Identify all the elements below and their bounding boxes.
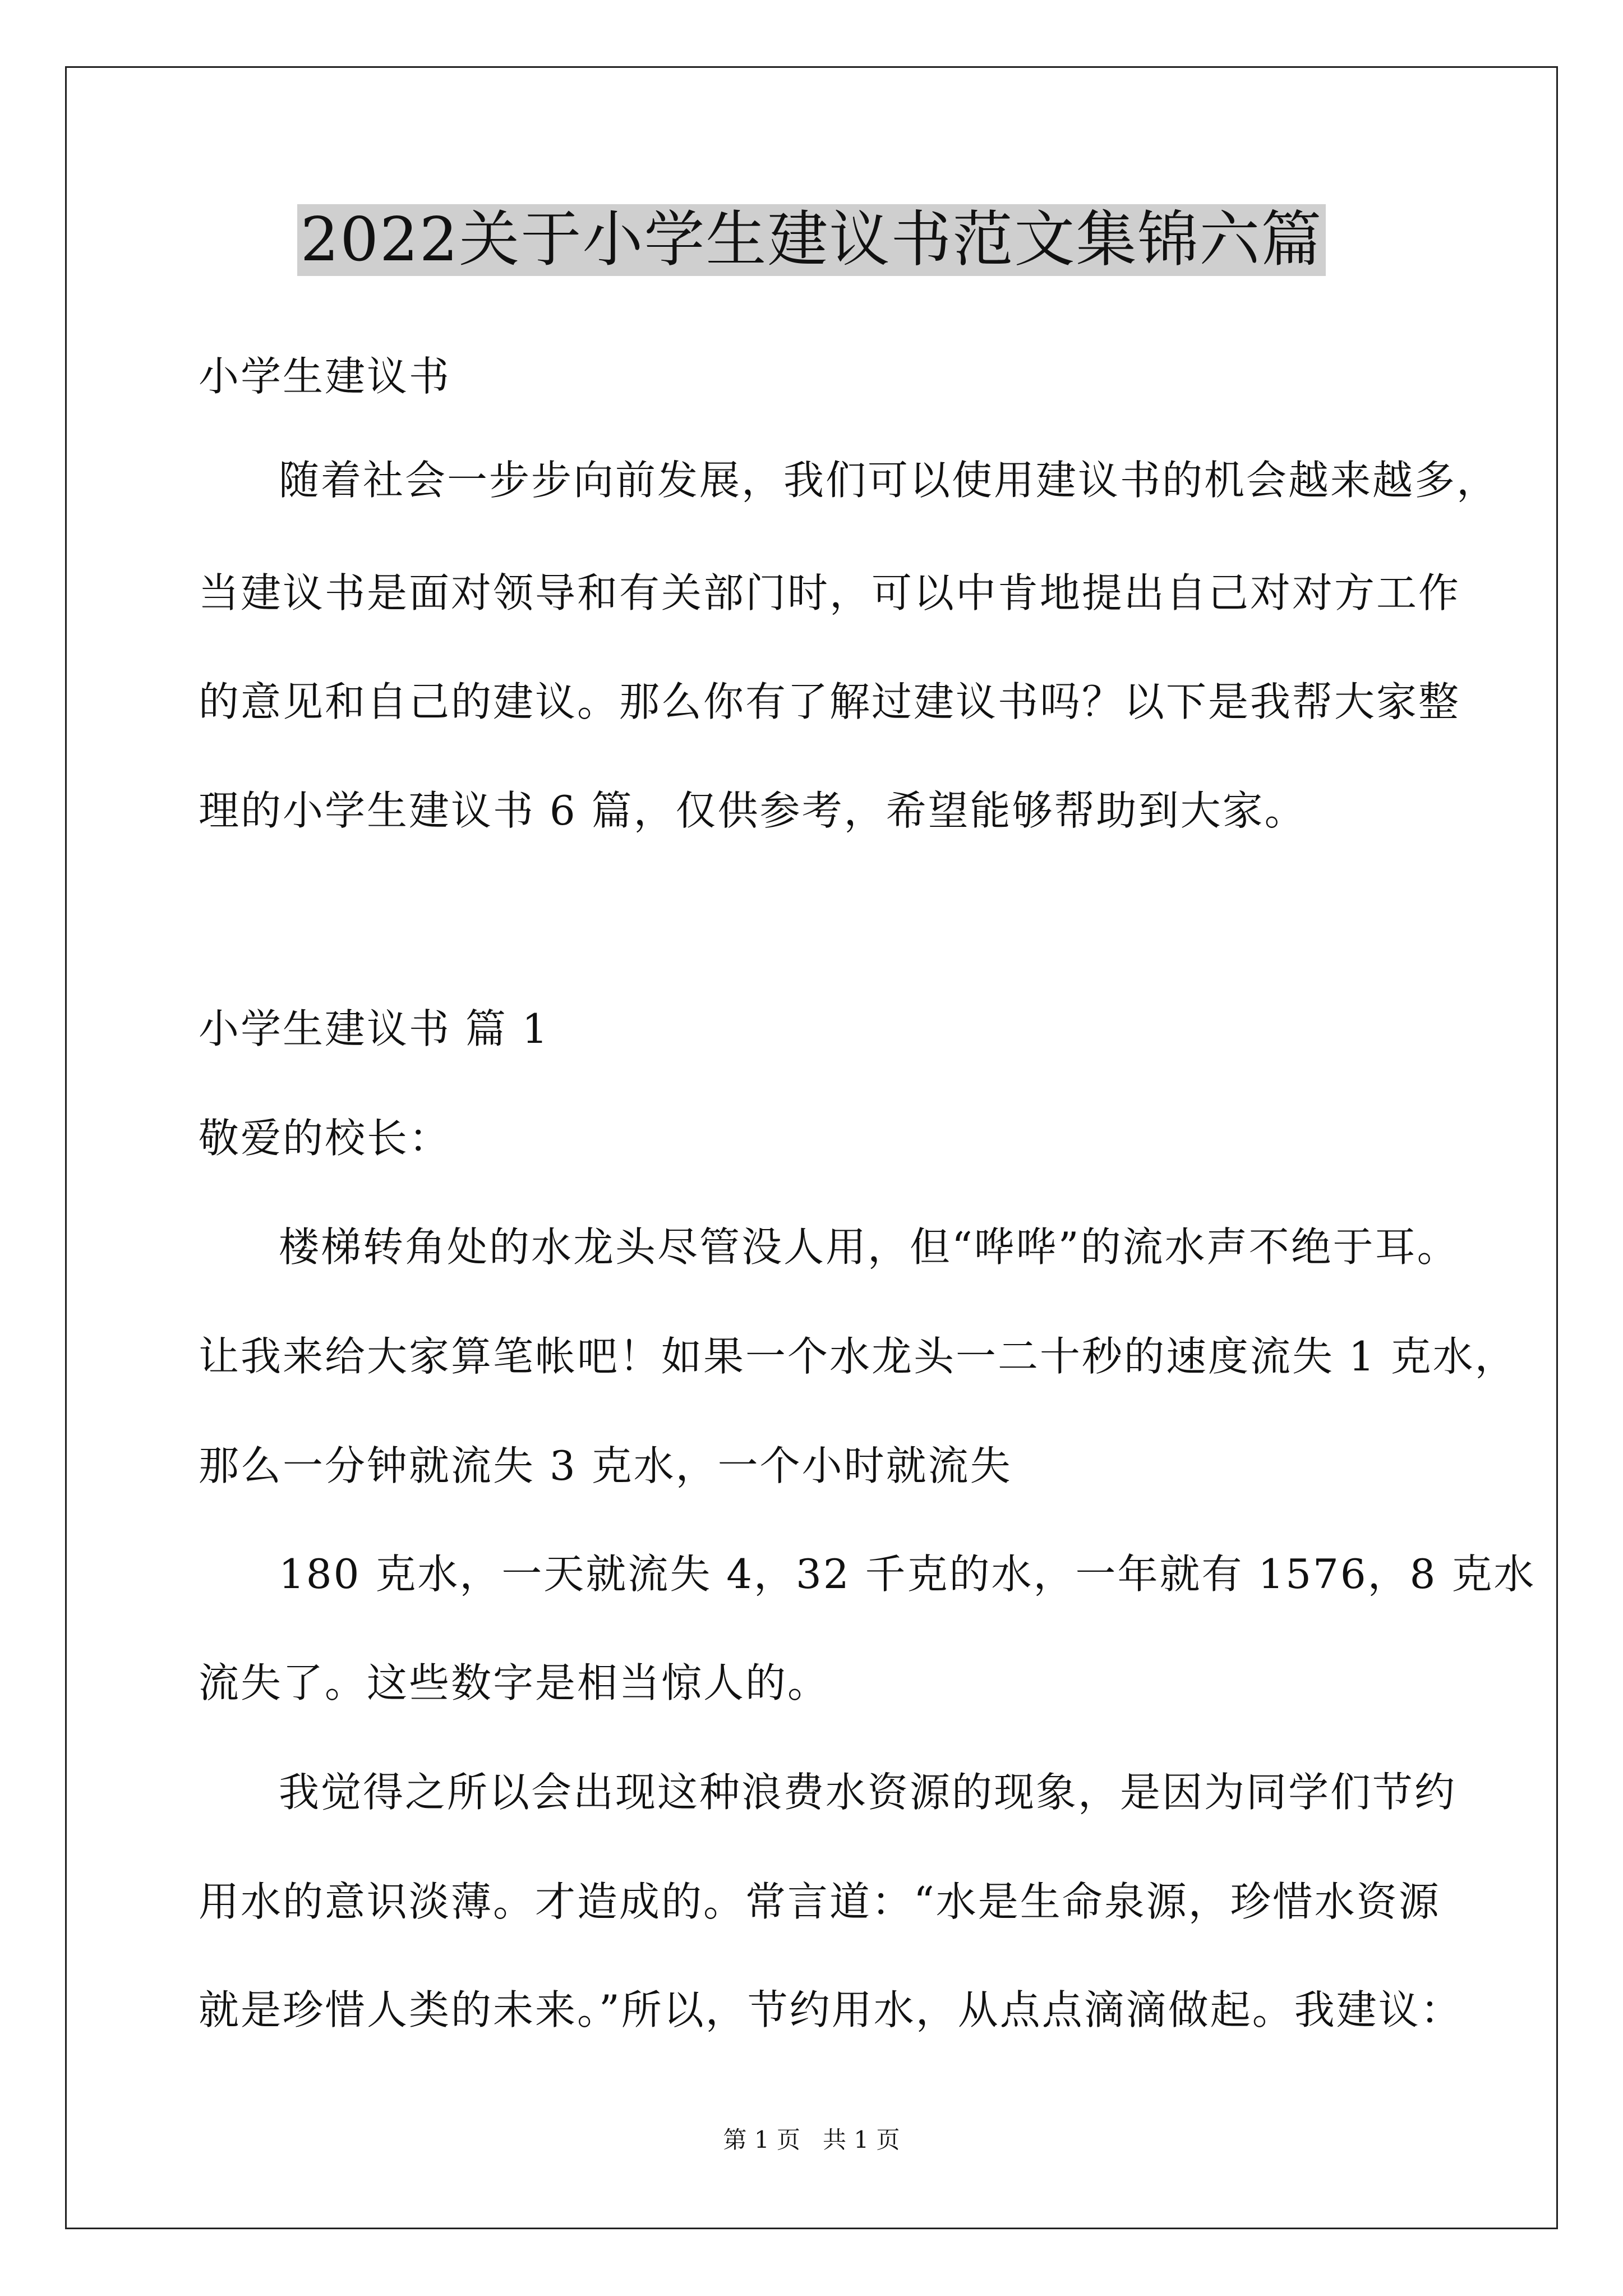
body-line: 180 克水，一天就流失 4，32 千克的水，一年就有 1576，8 克水 (279, 1550, 1536, 1598)
body-line: 用水的意识淡薄。才造成的。常言道：“水是生命泉源，珍惜水资源 (199, 1878, 1441, 1925)
page-footer: 第 1 页 共 1 页 (723, 2126, 900, 2154)
section-heading: 小学生建议书 篇 1 (199, 1005, 550, 1052)
intro-line: 当建议书是面对领导和有关部门时，可以中肯地提出自己对对方工作 (199, 569, 1461, 616)
intro-heading: 小学生建议书 (199, 353, 451, 400)
body-line: 那么一分钟就流失 3 克水，一个小时就流失 (199, 1442, 1012, 1489)
body-line: 我觉得之所以会出现这种浪费水资源的现象，是因为同学们节约 (279, 1769, 1457, 1816)
body-line: 楼梯转角处的水龙头尽管没人用，但“哗哗”的流水声不绝于耳。 (279, 1223, 1459, 1271)
body-line: 流失了。这些数字是相当惊人的。 (199, 1659, 830, 1706)
salutation: 敬爱的校长： (199, 1115, 451, 1162)
body-line: 让我来给大家算笔帐吧！如果一个水龙头一二十秒的速度流失 1 克水， (199, 1333, 1517, 1380)
intro-line: 的意见和自己的建议。那么你有了解过建议书吗？以下是我帮大家整 (199, 678, 1461, 725)
body-line: 就是珍惜人类的未来。”所以，节约用水，从点点滴滴做起。我建议： (199, 1986, 1463, 2033)
title-container (0, 204, 1623, 276)
intro-line: 随着社会一步步向前发展，我们可以使用建议书的机会越来越多， (279, 457, 1499, 504)
document-title: 2022关于小学生建议书范文集锦六篇 (297, 204, 1326, 276)
intro-line: 理的小学生建议书 6 篇，仅供参考，希望能够帮助到大家。 (199, 787, 1307, 834)
